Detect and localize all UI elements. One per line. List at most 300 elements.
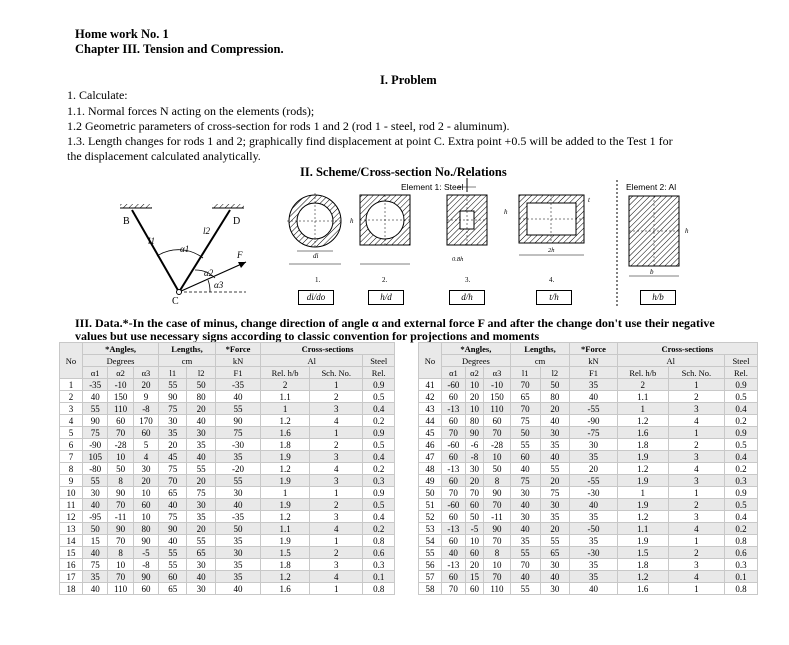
table-cell: -30: [215, 439, 260, 451]
l1-label: l1: [148, 236, 156, 246]
table-cell: 35: [215, 571, 260, 583]
table-row: [60, 511, 395, 523]
table-cell: 30: [187, 427, 215, 439]
table-cell: 40: [510, 499, 540, 511]
table-cell: 0.4: [724, 403, 757, 415]
col-cm: cm: [159, 355, 216, 367]
table-cell: 3: [668, 403, 724, 415]
table-row: [419, 403, 758, 415]
table-cell: 75: [510, 475, 540, 487]
row-number: 46: [419, 439, 442, 451]
table-cell: 20: [159, 439, 187, 451]
table-row: [419, 535, 758, 547]
data-heading-part1: III. Data.*-In the case of minus, change direction of angle α: [75, 316, 379, 330]
row-number: 12: [60, 511, 83, 523]
table-cell: 1.9: [261, 451, 310, 463]
table-row: [419, 427, 758, 439]
element1-label: Element 1: Steel: [401, 182, 464, 192]
table-cell: 40: [510, 523, 540, 535]
table-cell: 4: [668, 571, 724, 583]
table-cell: 60: [442, 415, 466, 427]
table-cell: 30: [510, 487, 540, 499]
table-cell: 0.2: [363, 415, 395, 427]
table-cell: 55: [187, 463, 215, 475]
data-heading-part2: and external force F: [378, 316, 485, 330]
table-row: [419, 547, 758, 559]
table-cell: -8: [133, 403, 158, 415]
col-f: F1: [215, 367, 260, 379]
table-cell: 60: [133, 499, 158, 511]
table-cell: 55: [510, 583, 540, 595]
homework-title: Home work No. 1: [75, 27, 169, 41]
col-l2-r: l2: [540, 367, 570, 379]
table-cell: 40: [159, 499, 187, 511]
support-d: [212, 204, 244, 208]
table-cell: 1.1: [261, 523, 310, 535]
row-number: 6: [60, 439, 83, 451]
table-cell: 50: [540, 379, 570, 391]
table-cell: 35: [540, 439, 570, 451]
table-cell: -13: [442, 523, 466, 535]
table-cell: 90: [83, 415, 108, 427]
row-number: 4: [60, 415, 83, 427]
table-cell: 1.9: [617, 535, 668, 547]
table-cell: 0.6: [363, 547, 395, 559]
table-cell: 50: [465, 511, 483, 523]
row-number: 49: [419, 475, 442, 487]
table-cell: 55: [83, 475, 108, 487]
table-cell: 60: [465, 583, 483, 595]
table-cell: -95: [83, 511, 108, 523]
col-angles: *Angles,: [83, 343, 159, 355]
col-force-r: *Force: [570, 343, 617, 355]
col-rel-r: Rel.: [724, 367, 757, 379]
table-cell: 35: [215, 535, 260, 547]
table-cell: 0.3: [363, 559, 395, 571]
table-cell: -75: [570, 427, 617, 439]
table-cell: 2: [310, 547, 363, 559]
table-cell: 40: [540, 451, 570, 463]
row-number: 14: [60, 535, 83, 547]
table-cell: 20: [465, 391, 483, 403]
table-cell: 1.2: [617, 415, 668, 427]
table-row: [60, 487, 395, 499]
table-cell: -50: [570, 523, 617, 535]
table-cell: 3: [310, 403, 363, 415]
problem-line-2: 1.1. Normal forces N acting on the elements (rods);: [67, 104, 315, 118]
table-cell: 10: [133, 511, 158, 523]
table-cell: 3: [310, 511, 363, 523]
table-cell: 2: [668, 391, 724, 403]
ratio-box-al: h/b: [640, 290, 676, 305]
table-cell: 90: [108, 487, 133, 499]
problem-line-5: the displacement calculated analytically.: [67, 149, 261, 163]
data-table-left: [59, 342, 395, 595]
dim-h-2: h: [350, 217, 354, 225]
table-cell: 10: [108, 559, 133, 571]
table-cell: 20: [133, 379, 158, 391]
table-cell: 40: [540, 571, 570, 583]
table-cell: -30: [570, 547, 617, 559]
data-heading-line2: values but use necessary signs according to classic convention for projections and moments: [75, 329, 540, 343]
dim-di: di: [313, 252, 319, 260]
table-cell: -90: [83, 439, 108, 451]
table-cell: 60: [159, 571, 187, 583]
col-rel-hb-r: Rel. h/b: [617, 367, 668, 379]
row-number: 1: [60, 379, 83, 391]
table-cell: 70: [510, 379, 540, 391]
chapter-title: Chapter III. Tension and Compression.: [75, 42, 284, 56]
col-sch-no: Sch. No.: [310, 367, 363, 379]
table-cell: 70: [108, 571, 133, 583]
table-cell: 35: [570, 535, 617, 547]
table-cell: 0.5: [724, 439, 757, 451]
table-cell: 20: [187, 523, 215, 535]
table-cell: 1.8: [617, 439, 668, 451]
dim-b: b: [650, 268, 654, 276]
table-cell: 1.2: [617, 571, 668, 583]
table-cell: 70: [108, 535, 133, 547]
row-number: 7: [60, 451, 83, 463]
problem-line-1: 1. Calculate:: [67, 88, 128, 102]
table-cell: 60: [510, 451, 540, 463]
table-cell: 35: [570, 559, 617, 571]
table-cell: 1.6: [261, 427, 310, 439]
table-cell: 60: [108, 415, 133, 427]
table-cell: 4: [310, 571, 363, 583]
col-degrees-r: Degrees: [442, 355, 511, 367]
table-row: [60, 499, 395, 511]
table-cell: 60: [442, 535, 466, 547]
section-num-3: 3.: [465, 276, 471, 284]
table-cell: 30: [215, 487, 260, 499]
table-cell: 1.5: [261, 547, 310, 559]
col-angles-r: *Angles,: [442, 343, 511, 355]
table-cell: 0.4: [724, 451, 757, 463]
section-num-4: 4.: [549, 276, 555, 284]
table-row: [419, 391, 758, 403]
table-cell: 35: [215, 451, 260, 463]
table-cell: 4: [668, 415, 724, 427]
table-cell: 60: [442, 475, 466, 487]
table-cell: 20: [133, 475, 158, 487]
table-cell: 60: [465, 499, 483, 511]
table-cell: 2: [261, 379, 310, 391]
table-cell: 55: [540, 463, 570, 475]
table-cell: 0.3: [724, 559, 757, 571]
table-cell: 0.4: [363, 451, 395, 463]
table-cell: -35: [215, 511, 260, 523]
table-cell: 1: [261, 487, 310, 499]
table-cell: 75: [159, 403, 187, 415]
table-cell: 0.8: [724, 535, 757, 547]
ratio-box-1: di/do: [298, 290, 334, 305]
table-cell: 1.9: [261, 475, 310, 487]
table-cell: -80: [83, 463, 108, 475]
table-cell: 70: [484, 535, 511, 547]
table-cell: 1.2: [261, 415, 310, 427]
table-cell: 35: [540, 511, 570, 523]
row-number: 52: [419, 511, 442, 523]
table-row: [419, 583, 758, 595]
table-cell: 50: [484, 463, 511, 475]
table-cell: 40: [442, 547, 466, 559]
table-cell: 40: [83, 583, 108, 595]
col-l1-r: l1: [510, 367, 540, 379]
ratio-box-3: d/h: [449, 290, 485, 305]
col-l1: l1: [159, 367, 187, 379]
table-cell: 40: [215, 583, 260, 595]
row-number: 5: [60, 427, 83, 439]
table-cell: 55: [159, 379, 187, 391]
table-cell: 4: [310, 463, 363, 475]
l2-label: l2: [203, 226, 211, 236]
row-number: 3: [60, 403, 83, 415]
table-cell: 55: [83, 403, 108, 415]
table-cell: 110: [108, 583, 133, 595]
col-no: No: [60, 343, 83, 379]
table-cell: 40: [187, 451, 215, 463]
table-cell: -35: [215, 379, 260, 391]
table-cell: 0.9: [363, 379, 395, 391]
table-cell: 80: [187, 391, 215, 403]
table-cell: 2: [310, 391, 363, 403]
table-cell: 90: [484, 523, 511, 535]
support-b: [120, 204, 152, 208]
table-cell: 1: [617, 487, 668, 499]
table-cell: 45: [159, 451, 187, 463]
row-number: 48: [419, 463, 442, 475]
table-cell: 55: [159, 559, 187, 571]
table-cell: 35: [510, 535, 540, 547]
row-number: 16: [60, 559, 83, 571]
section-al-rect: [629, 196, 689, 276]
col-cm-r: cm: [510, 355, 569, 367]
scheme-diagram: [0, 178, 789, 308]
col-steel-r: Steel: [724, 355, 757, 367]
table-cell: 60: [442, 511, 466, 523]
table-row: [419, 571, 758, 583]
table-row: [419, 487, 758, 499]
table-cell: -28: [484, 439, 511, 451]
row-number: 47: [419, 451, 442, 463]
table-cell: 35: [187, 439, 215, 451]
table-cell: 0.9: [363, 427, 395, 439]
table-row: [60, 415, 395, 427]
row-number: 2: [60, 391, 83, 403]
table-cell: 1.9: [261, 499, 310, 511]
table-cell: 70: [510, 403, 540, 415]
table-cell: 90: [465, 427, 483, 439]
row-number: 45: [419, 427, 442, 439]
table-cell: 8: [108, 475, 133, 487]
table-cell: 40: [83, 499, 108, 511]
table-cell: 0.3: [724, 475, 757, 487]
row-number: 18: [60, 583, 83, 595]
table-cell: 15: [83, 535, 108, 547]
table-cell: 10: [465, 379, 483, 391]
table-cell: 75: [159, 463, 187, 475]
table-row: [419, 523, 758, 535]
table-row: [419, 415, 758, 427]
table-cell: 30: [215, 547, 260, 559]
table-cell: 30: [133, 463, 158, 475]
table-cell: 0.2: [724, 415, 757, 427]
table-cell: 4: [668, 463, 724, 475]
table-cell: -8: [133, 559, 158, 571]
data-heading-part3: and after the change don't use their negative: [484, 316, 715, 330]
table-cell: 40: [510, 571, 540, 583]
col-force: *Force: [215, 343, 260, 355]
table-cell: 0.5: [363, 499, 395, 511]
table-row: [419, 475, 758, 487]
col-cross-r: Cross-sections: [617, 343, 757, 355]
ratio-box-2: h/d: [368, 290, 404, 305]
table-cell: 4: [310, 523, 363, 535]
table-cell: 50: [215, 523, 260, 535]
table-cell: 1: [668, 487, 724, 499]
table-cell: 1: [668, 379, 724, 391]
table-cell: 10: [465, 535, 483, 547]
table-cell: 1: [310, 427, 363, 439]
table-cell: 0.8: [363, 535, 395, 547]
table-cell: -8: [465, 451, 483, 463]
table-cell: 55: [510, 547, 540, 559]
alpha3-label: α3: [214, 280, 224, 290]
data-heading: [75, 316, 715, 330]
row-number: 10: [60, 487, 83, 499]
table-cell: 65: [159, 583, 187, 595]
table-cell: 40: [215, 391, 260, 403]
table-cell: 40: [159, 535, 187, 547]
table-cell: 35: [187, 511, 215, 523]
table-row: [60, 391, 395, 403]
table-cell: 0.5: [724, 391, 757, 403]
table-cell: 55: [215, 475, 260, 487]
table-cell: 0.9: [724, 379, 757, 391]
table-cell: 80: [540, 391, 570, 403]
table-cell: 1.1: [617, 391, 668, 403]
table-row: [60, 583, 395, 595]
table-row: [419, 379, 758, 391]
table-cell: 10: [465, 403, 483, 415]
table-cell: 1.9: [617, 499, 668, 511]
table-row: [60, 427, 395, 439]
table-cell: 0.5: [363, 439, 395, 451]
table-cell: 20: [465, 559, 483, 571]
table-cell: 1.6: [617, 583, 668, 595]
point-b-label: B: [123, 216, 130, 227]
row-number: 50: [419, 487, 442, 499]
table-cell: 75: [83, 559, 108, 571]
table-cell: 70: [484, 427, 511, 439]
col-a3: α3: [133, 367, 158, 379]
table-cell: 4: [668, 523, 724, 535]
table-cell: 1.8: [617, 559, 668, 571]
table-row: [60, 547, 395, 559]
table-row: [60, 535, 395, 547]
table-row: [60, 463, 395, 475]
table-cell: 40: [215, 499, 260, 511]
table-cell: 60: [442, 391, 466, 403]
table-cell: 10: [133, 487, 158, 499]
table-cell: 1: [668, 535, 724, 547]
table-cell: 0.8: [724, 583, 757, 595]
table-cell: 60: [442, 571, 466, 583]
table-cell: -28: [108, 439, 133, 451]
col-a2: α2: [108, 367, 133, 379]
alpha1-label: α1: [180, 244, 190, 254]
table-cell: 0.2: [363, 463, 395, 475]
col-sch-no-r: Sch. No.: [668, 367, 724, 379]
col-lengths-r: Lengths,: [510, 343, 569, 355]
col-l2: l2: [187, 367, 215, 379]
table-cell: 70: [442, 487, 466, 499]
table-cell: 20: [540, 475, 570, 487]
row-number: 58: [419, 583, 442, 595]
table-cell: 2: [668, 439, 724, 451]
table-cell: 1: [668, 583, 724, 595]
table-cell: 3: [668, 511, 724, 523]
col-al-r: Al: [617, 355, 724, 367]
table-row: [60, 379, 395, 391]
table-cell: 75: [510, 415, 540, 427]
table-cell: 70: [465, 487, 483, 499]
table-cell: 3: [668, 451, 724, 463]
point-d-label: D: [233, 216, 241, 227]
problem-line-3: 1.2 Geometric parameters of cross-section for rods 1 and 2 (rod 1 - steel, rod 2 - aluminum).: [67, 119, 510, 133]
table-cell: -35: [83, 379, 108, 391]
table-cell: 150: [108, 391, 133, 403]
table-cell: 0.6: [724, 547, 757, 559]
table-cell: 30: [540, 583, 570, 595]
table-cell: 0.5: [724, 499, 757, 511]
row-number: 42: [419, 391, 442, 403]
col-steel: Steel: [363, 355, 395, 367]
table-cell: 1.2: [261, 463, 310, 475]
table-cell: 2: [668, 547, 724, 559]
table-cell: 90: [215, 415, 260, 427]
table-cell: 35: [570, 511, 617, 523]
table-row: [60, 403, 395, 415]
table-cell: 35: [215, 559, 260, 571]
dim-08h: 0.8h: [452, 256, 464, 263]
dim-t: t: [588, 196, 590, 204]
col-al: Al: [261, 355, 363, 367]
table-cell: 0.9: [724, 427, 757, 439]
table-cell: 90: [133, 535, 158, 547]
table-cell: 35: [570, 379, 617, 391]
table-cell: 70: [108, 499, 133, 511]
table-cell: -60: [442, 379, 466, 391]
table-cell: 90: [108, 523, 133, 535]
table-cell: -30: [570, 487, 617, 499]
table-row: [419, 451, 758, 463]
table-cell: -11: [108, 511, 133, 523]
table-cell: 1: [668, 427, 724, 439]
table-cell: 3: [310, 559, 363, 571]
table-cell: 70: [159, 475, 187, 487]
table-cell: 1.8: [261, 559, 310, 571]
table-cell: 70: [108, 427, 133, 439]
table-cell: 30: [540, 427, 570, 439]
table-cell: -5: [465, 523, 483, 535]
table-cell: 20: [465, 475, 483, 487]
table-row: [419, 511, 758, 523]
col-degrees: Degrees: [83, 355, 159, 367]
table-cell: -55: [570, 475, 617, 487]
table-cell: 50: [510, 427, 540, 439]
